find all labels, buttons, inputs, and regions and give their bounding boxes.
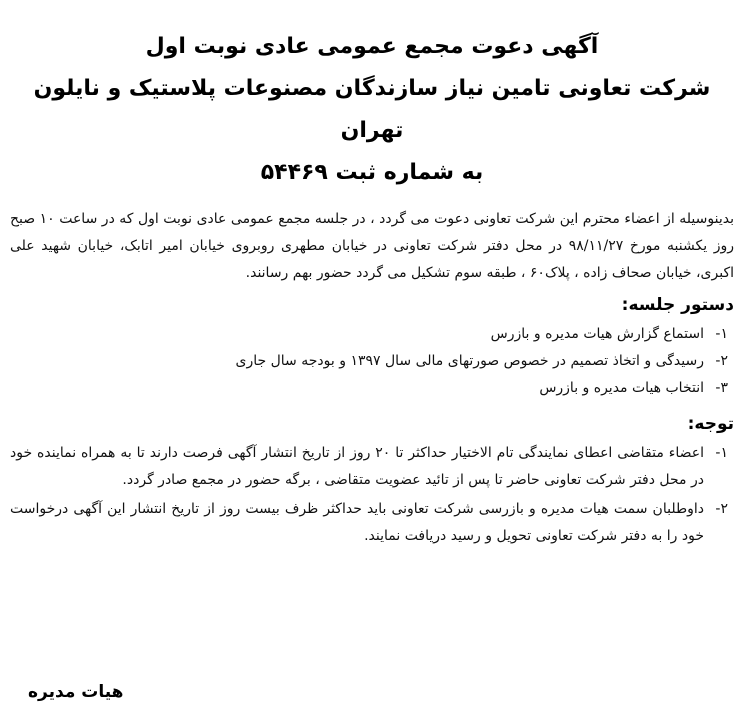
note-item <box>10 496 734 550</box>
agenda-item-text: انتخاب هیات مدیره و بازرس <box>539 380 704 396</box>
agenda-heading: دستور جلسه: <box>621 295 734 315</box>
agenda-item-number: ۱- <box>715 326 728 342</box>
notes-heading: توجه: <box>687 414 734 434</box>
note-item-text: داوطلبان سمت هیات مدیره و بازرسی شرکت تعاونی باید حداکثر ظرف بیست روز از تاریخ انتشار این آگهی درخواست خود را به دفتر شرکت تعاونی تحویل و رسید دریافت نمایند. <box>10 501 704 544</box>
title-line-2: شرکت تعاونی تامین نیاز سازندگان مصنوعات پلاستیک و نایلون تهران <box>33 76 711 143</box>
notes-list <box>10 440 734 550</box>
agenda-item-text: استماع گزارش هیات مدیره و بازرس <box>490 326 704 342</box>
note-item-text: اعضاء متقاضی اعطای نمایندگی تام الاختیار حداکثر تا ۲۰ روز از تاریخ انتشار آگهی فرصت دارند تا به همراه نماینده خود در محل دفتر شرکت تعاونی حاضر تا پس از تائید عضویت متقاضی ، برگه حضور در مجمع صادر گردد. <box>10 445 704 488</box>
agenda-item <box>10 321 734 348</box>
title-line-1: آگهی دعوت مجمع عمومی عادی نوبت اول <box>145 34 599 59</box>
title-line-3: به شماره ثبت ۵۴۴۶۹ <box>260 160 484 185</box>
agenda-item <box>10 375 734 402</box>
note-item <box>10 440 734 494</box>
note-item-number: ۱- <box>715 445 728 461</box>
agenda-item <box>10 348 734 375</box>
agenda-item-text: رسیدگی و اتخاذ تصمیم در خصوص صورتهای مالی سال ۱۳۹۷ و بودجه سال جاری <box>235 353 704 369</box>
signature: هیات مدیره <box>28 682 124 702</box>
title-block <box>10 0 734 194</box>
agenda-item-number: ۲- <box>715 353 728 369</box>
agenda-item-number: ۳- <box>715 380 728 396</box>
intro-paragraph: بدینوسیله از اعضاء محترم این شرکت تعاونی دعوت می گردد ، در جلسه مجمع عمومی عادی نوبت اول که در ساعت ۱۰ صبح روز یکشنبه مورخ ۹۸/۱۱/۲۷ در محل دفتر شرکت تعاونی در خیابان مطهری روبروی خیابان امیر اتابک، خیابان شهید علی اکبری، خیابان صحاف زاده ، پلاک۶۰ ، طبقه سوم تشکیل می گردد حضور بهم رسانند. <box>10 211 734 281</box>
agenda-list <box>10 321 734 402</box>
note-item-number: ۲- <box>715 501 728 517</box>
